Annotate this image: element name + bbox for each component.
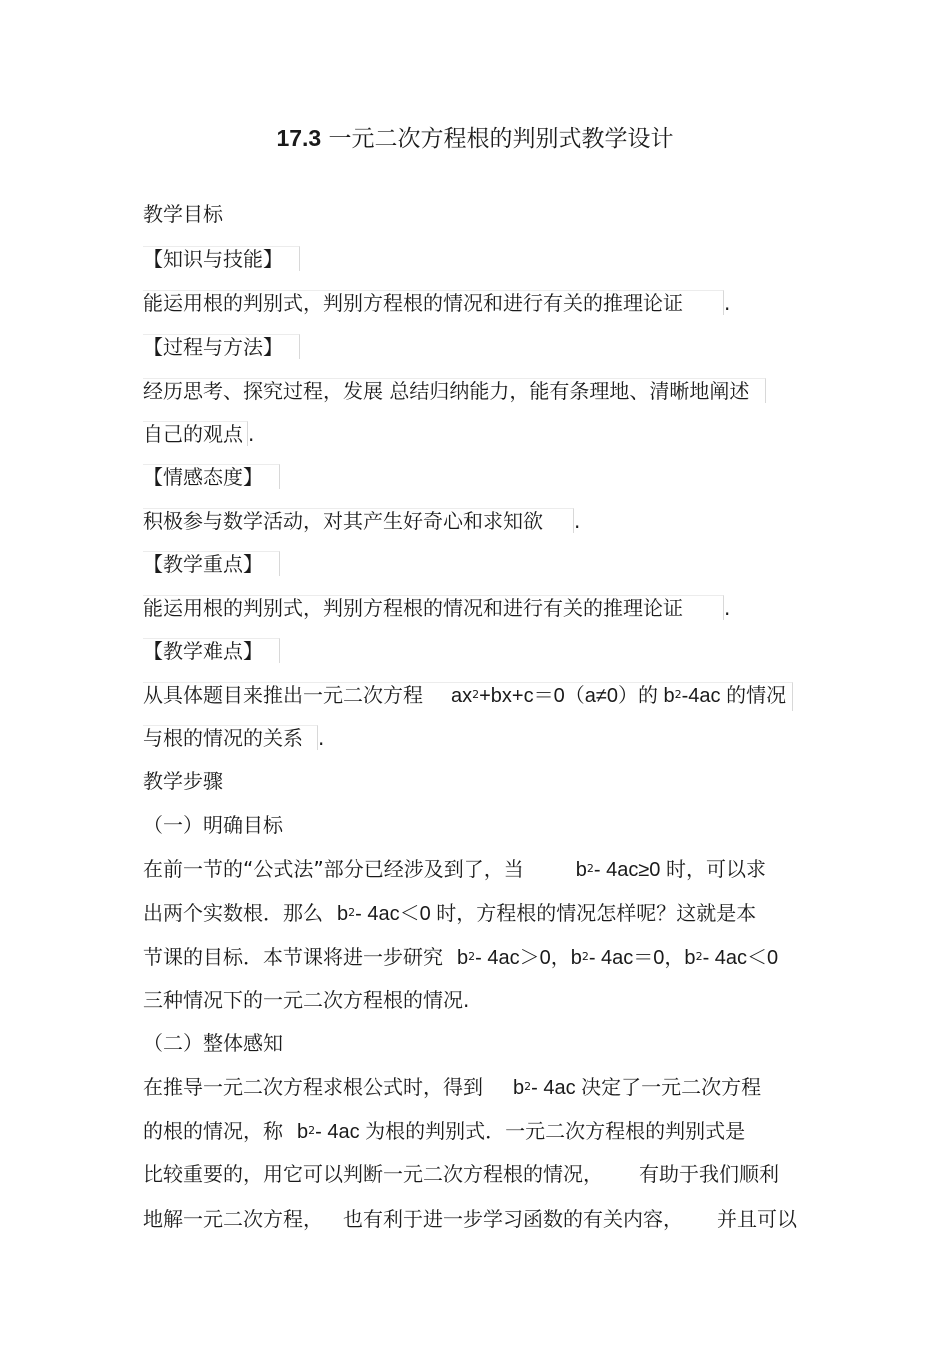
keypoint-heading: 【教学重点】 <box>143 551 280 576</box>
difficulty-text-line-1: 从具体题目来推出一元二次方程 $ax^2+bx+c=0(a\ne 0)$的 $b^2-4ac$ 的情况 <box>143 682 793 711</box>
step2-line-1: 在推导一元二次方程求根公式时，得到 $b^2-$ 4ac 决定了一元二次方程 <box>143 1075 762 1099</box>
step1-line-1: 在前一节的“公式法”部分已经涉及到了，当 $b^2-$ 4ac≥0 时，可以求 <box>143 857 766 881</box>
step1-line-4: 三种情况下的一元二次方程根的情况. <box>143 988 470 1012</box>
emotion-text: 积极参与数学活动，对其产生好奇心和求知欲 . <box>143 509 581 533</box>
title-number: 17.3 <box>276 125 322 151</box>
keypoint-text: 能运用根的判别式，判别方程根的情况和进行有关的推理论证 . <box>143 596 731 620</box>
step2-line-2: 的根的情况，称 $b^2-$ 4ac 为根的判别式．一元二次方程根的判别式是 <box>143 1119 746 1143</box>
process-text-line-1: 经历思考、探究过程，发展 总结归纳能力，能有条理地、清晰地阐述 <box>143 378 766 403</box>
process-heading: 【过程与方法】 <box>143 334 300 359</box>
steps-heading: 教学步骤 <box>143 769 223 793</box>
difficulty-heading: 【教学难点】 <box>143 638 280 663</box>
page-title <box>0 120 950 153</box>
knowledge-heading: 【知识与技能】 <box>143 246 300 271</box>
process-text-line-2: 自己的观点 . <box>143 422 255 446</box>
emotion-heading: 【情感态度】 <box>143 464 280 489</box>
goals-heading: 教学目标 <box>143 202 223 226</box>
title-text: 一元二次方程根的判别式教学设计 <box>328 126 674 152</box>
step1-heading: （一）明确目标 <box>143 813 283 837</box>
step2-heading: （二）整体感知 <box>143 1031 283 1055</box>
step1-line-3: 节课的目标．本节课将进一步研究 $b^2-$ 4ac＞0，$b^2-$ 4ac＝0，$b^2-$ 4ac＜0 <box>143 945 779 969</box>
step2-line-4: 地解一元二次方程， 也有利于进一步学习函数的有关内容， 并且可以 <box>143 1207 797 1231</box>
knowledge-text: 能运用根的判别式，判别方程根的情况和进行有关的推理论证 . <box>143 291 731 315</box>
difficulty-text-line-2: 与根的情况的关系 . <box>143 726 325 750</box>
step2-line-3: 比较重要的，用它可以判断一元二次方程根的情况， 有助于我们顺利 <box>143 1162 779 1186</box>
step1-line-2: 出两个实数根．那么 $b^2-$ 4ac＜0 时，方程根的情况怎样呢？这就是本 <box>143 901 757 925</box>
